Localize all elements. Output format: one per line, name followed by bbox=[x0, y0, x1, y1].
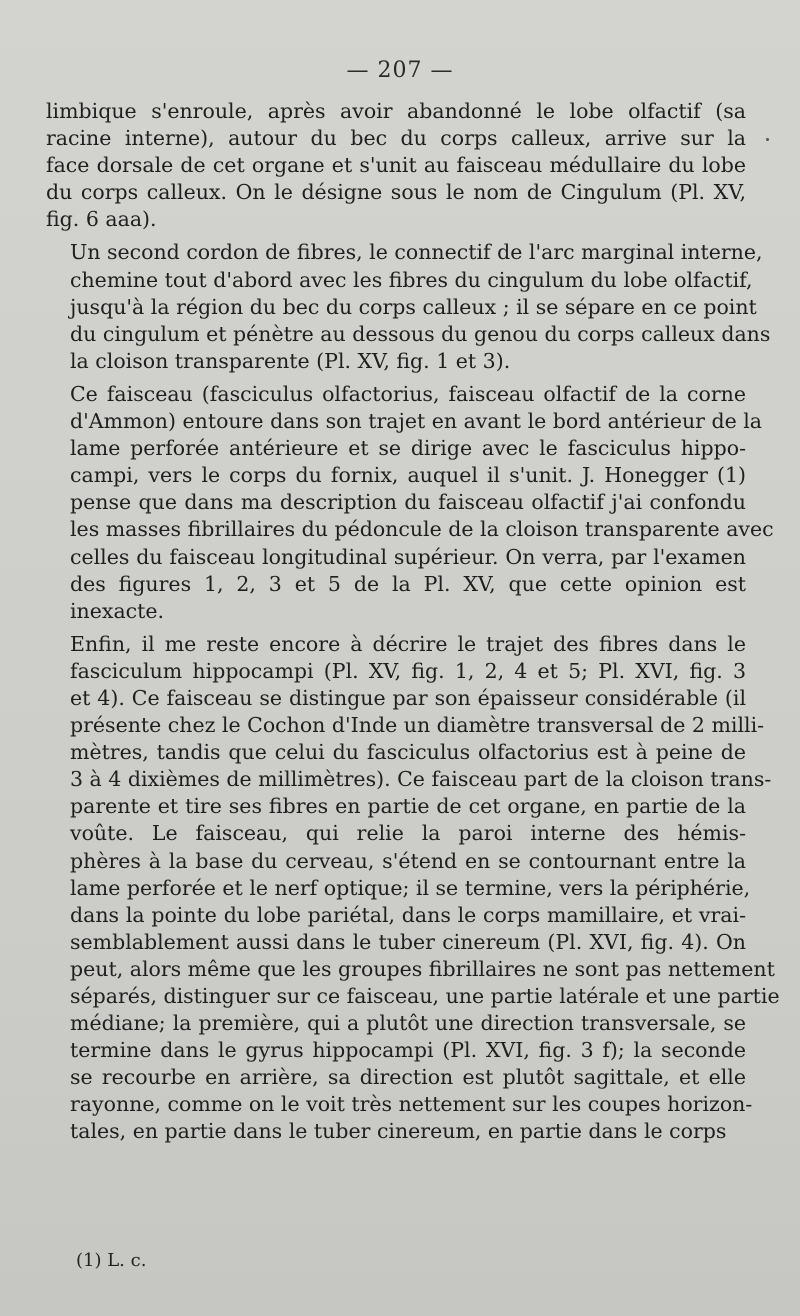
text-line: Ce faisceau (fasciculus olfactorius, faisceau olfactif de la corne bbox=[70, 381, 746, 406]
text-line: d'Ammon) entoure dans son trajet en avant le bord antérieur de la bbox=[70, 409, 763, 434]
text-line: pense que dans ma description du faisceau olfactif j'ai confondu bbox=[70, 490, 746, 515]
text-line: des figures 1, 2, 3 et 5 de la Pl. XV, que cette opinion est bbox=[70, 571, 746, 596]
paragraph bbox=[46, 239, 771, 374]
text-line: dans la pointe du lobe pariétal, dans le corps mamillaire, et vrai- bbox=[70, 902, 746, 927]
text-line: racine interne), autour du bec du corps calleux, arrive sur la bbox=[46, 126, 746, 151]
text-line: les masses fibrillaires du pédoncule de la cloison transparente avec bbox=[70, 517, 774, 542]
text-line: celles du faisceau longitudinal supérieur. On verra, par l'examen bbox=[70, 544, 746, 569]
text-line: limbique s'enroule, après avoir abandonné le lobe olfactif (sa bbox=[46, 99, 746, 123]
text-line: inexacte. bbox=[70, 598, 165, 623]
text-line: lame perforée antérieure et se dirige avec le fasciculus hippo- bbox=[70, 436, 746, 461]
text-line: et 4). Ce faisceau se distingue par son épaisseur considérable (il bbox=[70, 685, 746, 710]
text-line: peut, alors même que les groupes fibrillaires ne sont pas nettement bbox=[70, 956, 775, 981]
text-line: parente et tire ses fibres en partie de cet organe, en partie de la bbox=[70, 794, 746, 819]
text-line: rayonne, comme on le voit très nettement sur les coupes horizon- bbox=[70, 1092, 753, 1117]
text-line: phères à la base du cerveau, s'étend en se contournant entre la bbox=[70, 848, 746, 873]
paragraph bbox=[46, 98, 746, 233]
text-line: du cingulum et pénètre au dessous du genou du corps calleux dans bbox=[70, 321, 771, 346]
text-line: Enfin, il me reste encore à décrire le trajet des fibres dans le bbox=[70, 631, 746, 656]
text-line: chemine tout d'abord avec les fibres du cingulum du lobe olfactif, bbox=[70, 267, 753, 292]
text-line: Un second cordon de fibres, le connectif de l'arc marginal interne, bbox=[70, 240, 763, 265]
text-line: fasciculum hippocampi (Pl. XV, fig. 1, 2, 4 et 5; Pl. XVI, fig. 3 bbox=[70, 658, 746, 683]
text-line: la cloison transparente (Pl. XV, fig. 1 et 3). bbox=[70, 348, 511, 373]
text-line: médiane; la première, qui a plutôt une direction transversale, se bbox=[70, 1011, 746, 1036]
footnote: (1) L. c. bbox=[76, 1250, 147, 1271]
text-line: termine dans le gyrus hippocampi (Pl. XVI, fig. 3 f); la seconde bbox=[70, 1038, 746, 1063]
text-line: présente chez le Cochon d'Inde un diamètre transversal de 2 milli- bbox=[70, 713, 765, 738]
text-line: lame perforée et le nerf optique; il se termine, vers la périphérie, bbox=[70, 875, 751, 900]
text-line: voûte. Le faisceau, qui relie la paroi interne des hémis- bbox=[70, 821, 746, 846]
text-line: se recourbe en arrière, sa direction est plutôt sagittale, et elle bbox=[70, 1065, 746, 1090]
text-line: fig. 6 aaa). bbox=[46, 207, 157, 232]
text-line: du corps calleux. On le désigne sous le nom de Cingulum (Pl. XV, bbox=[46, 180, 746, 205]
text-line: campi, vers le corps du fornix, auquel il s'unit. J. Honegger (1) bbox=[70, 463, 746, 488]
body-text bbox=[46, 98, 780, 1152]
paragraph bbox=[46, 381, 774, 625]
text-line: séparés, distinguer sur ce faisceau, une partie latérale et une partie bbox=[70, 984, 780, 1008]
paragraph bbox=[46, 631, 780, 1146]
text-line: 3 à 4 dixièmes de millimètres). Ce faisceau part de la cloison trans- bbox=[70, 767, 772, 792]
page-number: — 207 — bbox=[346, 58, 454, 83]
text-line: jusqu'à la région du bec du corps calleux ; il se sépare en ce point bbox=[70, 294, 757, 319]
text-line: face dorsale de cet organe et s'unit au faisceau médullaire du lobe bbox=[46, 153, 746, 178]
text-line: semblablement aussi dans le tuber cinereum (Pl. XVI, fig. 4). On bbox=[70, 929, 746, 954]
text-line: mètres, tandis que celui du fasciculus olfactorius est à peine de bbox=[70, 740, 746, 765]
speck-mark bbox=[766, 138, 769, 141]
text-line: tales, en partie dans le tuber cinereum, en partie dans le corps bbox=[70, 1119, 727, 1144]
